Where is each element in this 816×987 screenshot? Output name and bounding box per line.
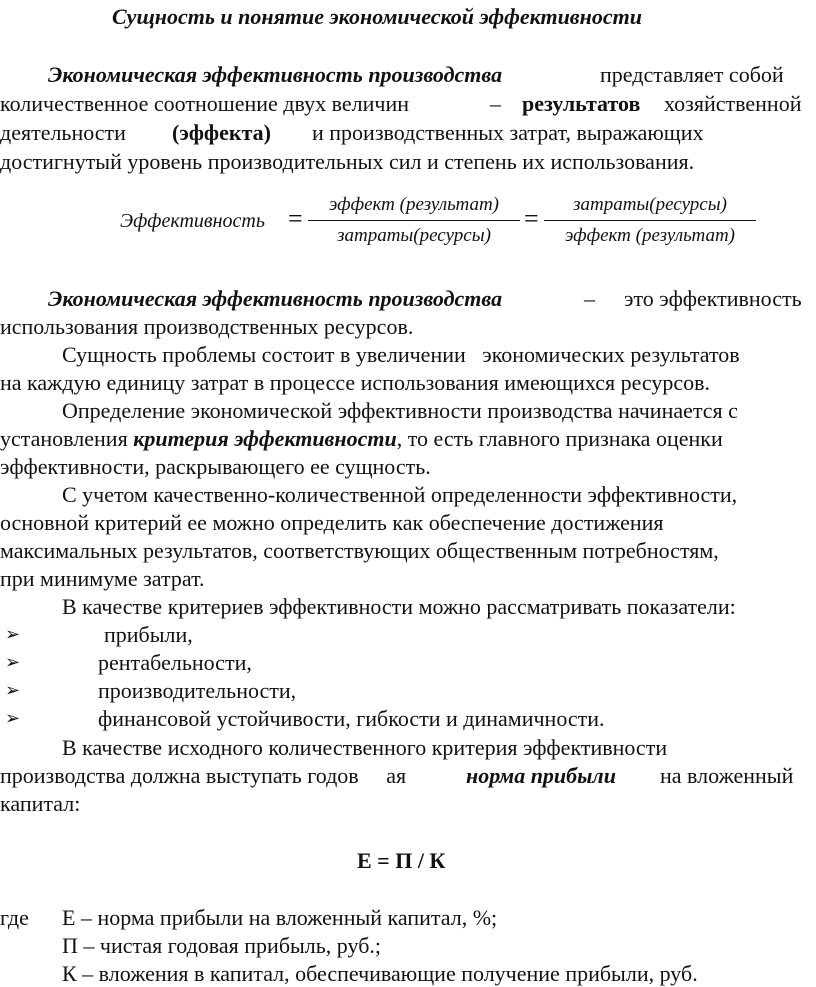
para5-line4: при минимуме затрат. xyxy=(0,566,205,591)
term-effect: (эффекта) xyxy=(172,120,271,145)
term-economic-efficiency: Экономическая эффективность производства xyxy=(48,62,503,87)
formula-efficiency-label: Эффективность xyxy=(120,210,265,232)
para4-line1: Определение экономической эффективности производства начинается с xyxy=(62,398,738,423)
para4-line2: установления критерия эффективности, то есть главного признака оценки xyxy=(0,426,723,451)
para1-line3-a: деятельности xyxy=(0,120,126,145)
legend-where: где xyxy=(0,905,29,930)
term-criterion: критерия эффективности xyxy=(133,426,397,451)
para1-dash: – xyxy=(490,91,501,116)
term-profit-norm: норма прибыли xyxy=(466,763,616,788)
para1-line3-b: и производственных затрат, выражающих xyxy=(312,120,704,145)
para7-line1: В качестве исходного количественного критерия эффективности xyxy=(62,735,668,760)
para3-line1: Сущность проблемы состоит в увеличении экономических результатов xyxy=(62,342,740,367)
para1-line1 xyxy=(48,62,502,88)
fraction1-bar xyxy=(308,220,520,221)
para2-line2: использования производственных ресурсов. xyxy=(0,314,414,339)
formula-profit-rate: Е = П / К xyxy=(357,848,446,873)
para1-line1-rest: представляет собой xyxy=(600,62,784,87)
bullet-arrow-icon: ➢ xyxy=(5,652,21,672)
para5-line1: С учетом качественно-количественной определенности эффективности, xyxy=(62,482,738,507)
fraction1-denominator: затраты(ресурсы) xyxy=(337,225,491,246)
para5-line2: основной критерий ее можно определить как обеспечение достижения xyxy=(0,510,664,535)
para7-line2-a: производства должна выступать годов ая xyxy=(0,763,407,788)
para6-line1: В качестве критериев эффективности можно рассматривать показатели: xyxy=(62,594,736,619)
term-economic-efficiency-2: Экономическая эффективность производства xyxy=(48,286,503,311)
para4-line3: эффективности, раскрывающего ее сущность. xyxy=(0,454,431,479)
legend-p: П – чистая годовая прибыль, руб.; xyxy=(62,933,382,958)
legend-k: К – вложения в капитал, обеспечивающие получение прибыли, руб. xyxy=(62,961,698,986)
bullet-item: рентабельности, xyxy=(98,650,252,675)
bullet-arrow-icon: ➢ xyxy=(5,708,21,728)
fraction2-denominator: эффект (результат) xyxy=(564,225,736,246)
bullet-arrow-icon: ➢ xyxy=(5,624,21,644)
para1-line2: количественное соотношение двух величин xyxy=(0,91,409,116)
formula-equals-2: = xyxy=(524,204,539,233)
fraction2-numerator: затраты(ресурсы) xyxy=(573,194,727,215)
legend-e: Е – норма прибыли на вложенный капитал, %; xyxy=(62,905,498,930)
para1-line2-end: хозяйственной xyxy=(664,91,802,116)
para2-line1-end: это эффективность xyxy=(624,286,802,311)
para3-line2: на каждую единицу затрат в процессе использования имеющихся ресурсов. xyxy=(0,370,711,395)
bullet-item: производительности, xyxy=(98,678,297,703)
para7-line3: капитал: xyxy=(0,791,81,816)
bullet-item: прибыли, xyxy=(104,622,193,647)
para7-line2-b: на вложенный xyxy=(660,763,794,788)
para1-line4: достигнутый уровень производительных сил и степень их использования. xyxy=(0,149,695,174)
para2-dash: – xyxy=(584,286,595,311)
fraction-effect-over-costs xyxy=(308,194,520,247)
fraction2-bar xyxy=(544,220,756,221)
para5-line3: максимальных результатов, соответствующих общественным потребностям, xyxy=(0,538,719,563)
fraction1-numerator: эффект (результат) xyxy=(328,194,500,215)
page-title: Сущность и понятие экономической эффективности xyxy=(112,4,642,29)
bullet-item: финансовой устойчивости, гибкости и динамичности. xyxy=(98,706,605,731)
fraction-costs-over-effect xyxy=(544,194,756,247)
bullet-arrow-icon: ➢ xyxy=(5,680,21,700)
formula-equals-1: = xyxy=(288,204,303,233)
term-results: результатов xyxy=(522,91,641,116)
